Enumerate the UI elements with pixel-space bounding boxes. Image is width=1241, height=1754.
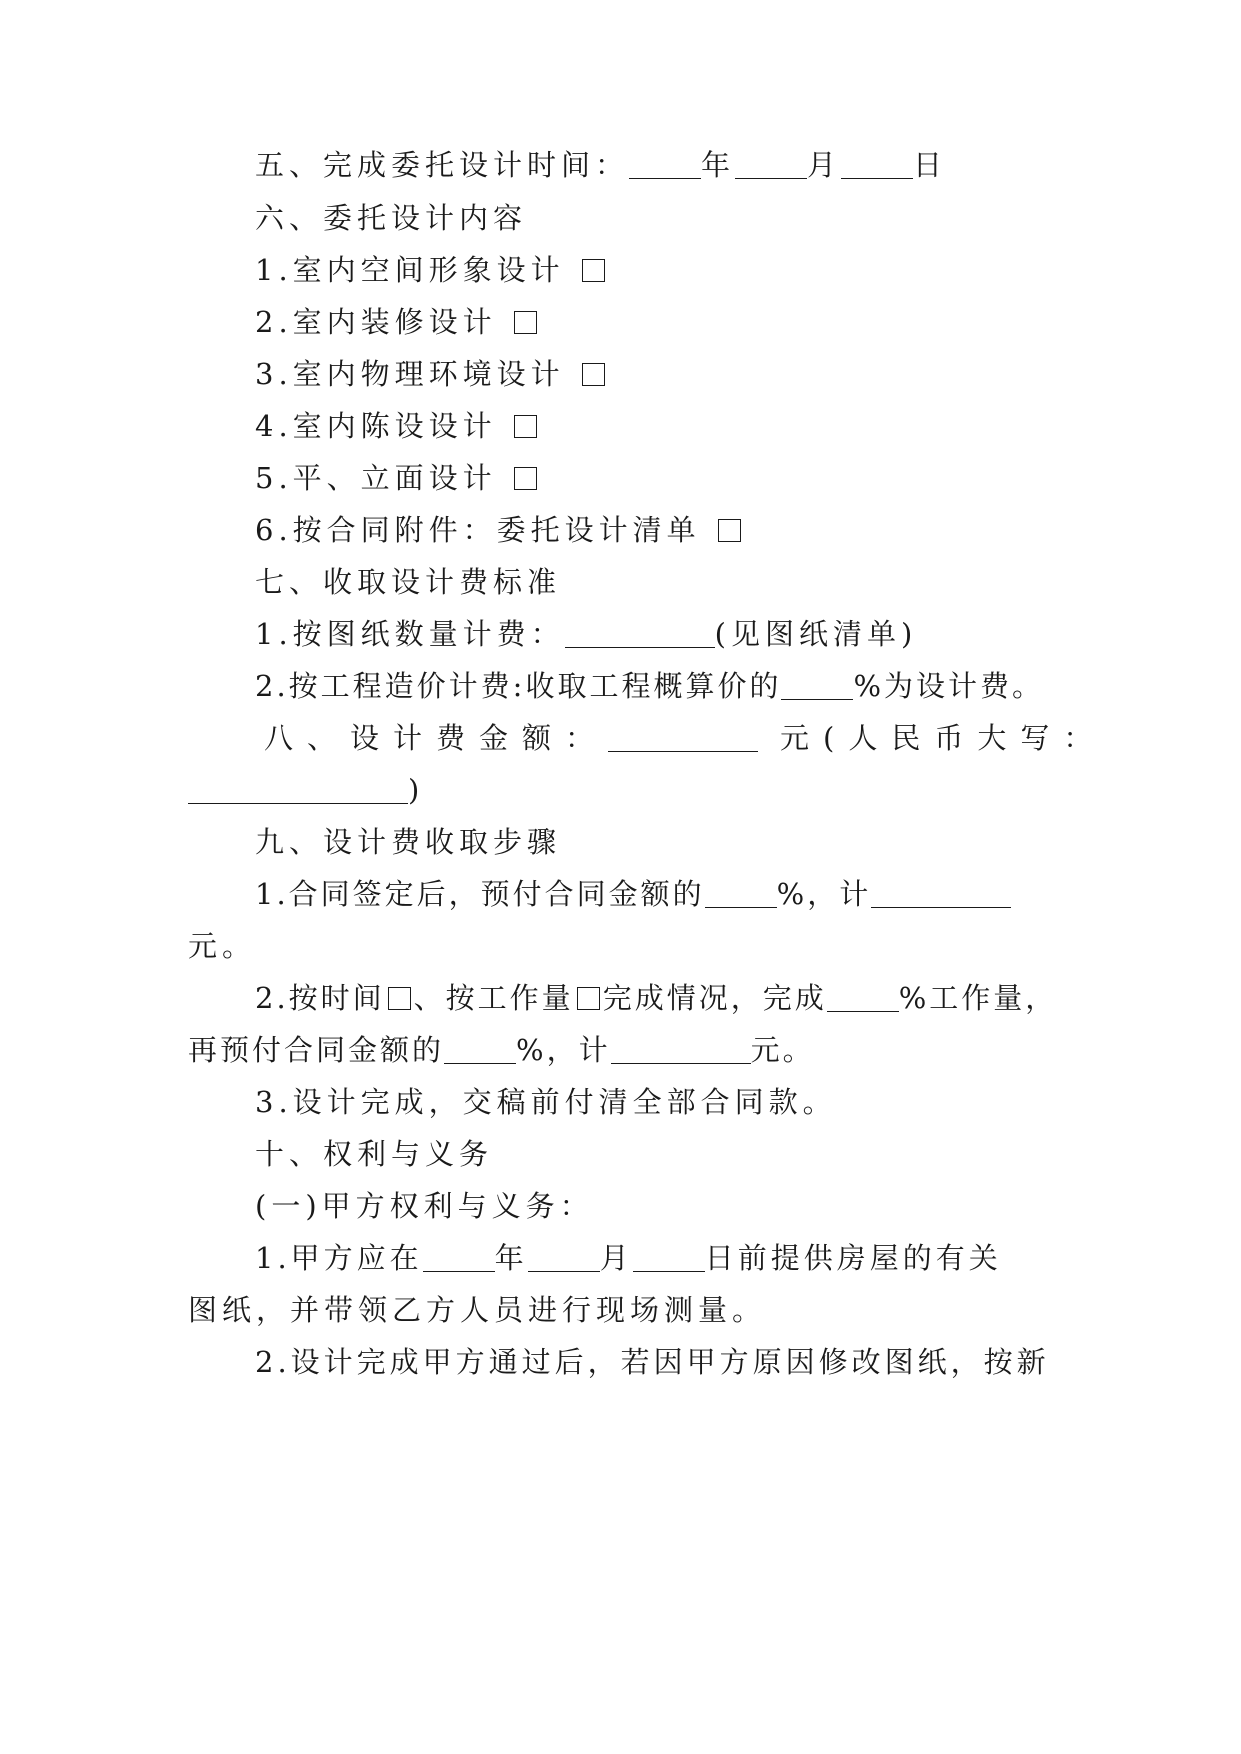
section-10-heading [188,1132,1058,1176]
section-7-heading [188,560,1058,604]
percent-blank[interactable] [444,1033,516,1064]
party-a-duty-2 [188,1340,1058,1384]
section-8-fee-amount [188,716,1107,760]
item-1-interior-space [188,248,1058,292]
step-1-prepayment-cont [188,924,1058,968]
text: 月 [599,1241,633,1275]
text: %，计 [776,877,872,911]
checkbox-by-time[interactable] [388,987,411,1010]
text: 2.设计完成甲方通过后，若因甲方原因修改图纸，按新 [255,1345,1050,1379]
item-5-plan-elevation [188,456,1058,500]
fee-by-cost [188,664,1058,708]
text: 1.合同签定后，预付合同金额的 [255,877,705,911]
step-2-progress-payment-cont [188,1028,1058,1072]
text: 3.室内物理环境设计 [255,357,565,391]
percent-blank[interactable] [705,877,777,908]
text: 八、设计费金额： [264,721,609,755]
section-5-completion-time [188,143,1058,187]
text: %，计 [516,1033,611,1067]
text: 5.平、立面设计 [255,461,497,495]
party-a-duty-1 [188,1236,1058,1280]
day-blank[interactable] [633,1241,705,1272]
text: 元。 [750,1033,815,1067]
day-blank[interactable] [841,148,913,179]
amount-blank[interactable] [871,877,1011,908]
text: 九、设计费收取步骤 [255,825,562,859]
fee-by-drawings [188,612,1058,656]
text: 2.室内装修设计 [255,305,497,339]
text: 元(人民币大写： [780,721,1107,755]
text: %工作量， [898,981,1058,1015]
step-1-prepayment [188,872,1058,916]
step-2-progress-payment [188,976,1058,1020]
party-a-heading [188,1184,1058,1228]
amount-blank[interactable] [611,1033,751,1064]
party-a-duty-1-cont [188,1288,1058,1332]
year-blank[interactable] [629,148,701,179]
text: 2.按工程造价计费:收取工程概算价的 [255,669,782,703]
workload-percent-blank[interactable] [827,981,899,1012]
capital-amount-blank[interactable] [188,773,408,804]
text: 6.按合同附件：委托设计清单 [255,513,701,547]
text: 年 [494,1241,528,1275]
item-4-furnishing [188,404,1058,448]
text: 月 [807,148,842,182]
section-6-heading [188,196,1058,240]
text: 3.设计完成，交稿前付清全部合同款。 [255,1085,837,1119]
text: 再预付合同金额的 [188,1033,445,1067]
text: 年 [701,148,736,182]
month-blank[interactable] [735,148,807,179]
text: 2.按时间 [255,981,385,1015]
checkbox[interactable] [582,259,605,282]
text: 1.室内空间形象设计 [255,253,565,287]
text: 4.室内陈设设计 [255,409,497,443]
item-2-decoration [188,300,1058,344]
text: 六、委托设计内容 [255,201,528,235]
text: ) [408,773,425,807]
checkbox[interactable] [514,415,537,438]
text: 七、收取设计费标准 [255,565,562,599]
section-8-capital-amount [188,768,1058,812]
percent-blank[interactable] [781,669,853,700]
text: 日前提供房屋的有关 [704,1241,1002,1275]
item-6-attachment-list [188,508,1058,552]
text: 元。 [188,929,257,963]
text: 完成情况，完成 [602,981,827,1015]
item-3-physical-environment [188,352,1058,396]
text: 、按工作量 [413,981,574,1015]
year-blank[interactable] [423,1241,495,1272]
text: 日 [913,148,948,182]
text: 1.甲方应在 [255,1241,423,1275]
checkbox[interactable] [514,467,537,490]
step-3-final-payment [188,1080,1058,1124]
section-9-heading [188,820,1058,864]
text: %为设计费。 [853,669,1045,703]
drawing-fee-blank[interactable] [565,617,715,648]
checkbox[interactable] [718,519,741,542]
checkbox[interactable] [582,363,605,386]
checkbox[interactable] [514,311,537,334]
text: 图纸，并带领乙方人员进行现场测量。 [188,1293,767,1327]
text: 十、权利与义务 [255,1137,494,1171]
month-blank[interactable] [528,1241,600,1272]
text: (见图纸清单) [714,617,918,651]
text: 五、完成委托设计时间： [255,148,630,182]
text: 1.按图纸数量计费： [255,617,565,651]
checkbox-by-workload[interactable] [577,987,600,1010]
amount-blank[interactable] [608,721,758,752]
text: (一)甲方权利与义务： [255,1189,594,1223]
